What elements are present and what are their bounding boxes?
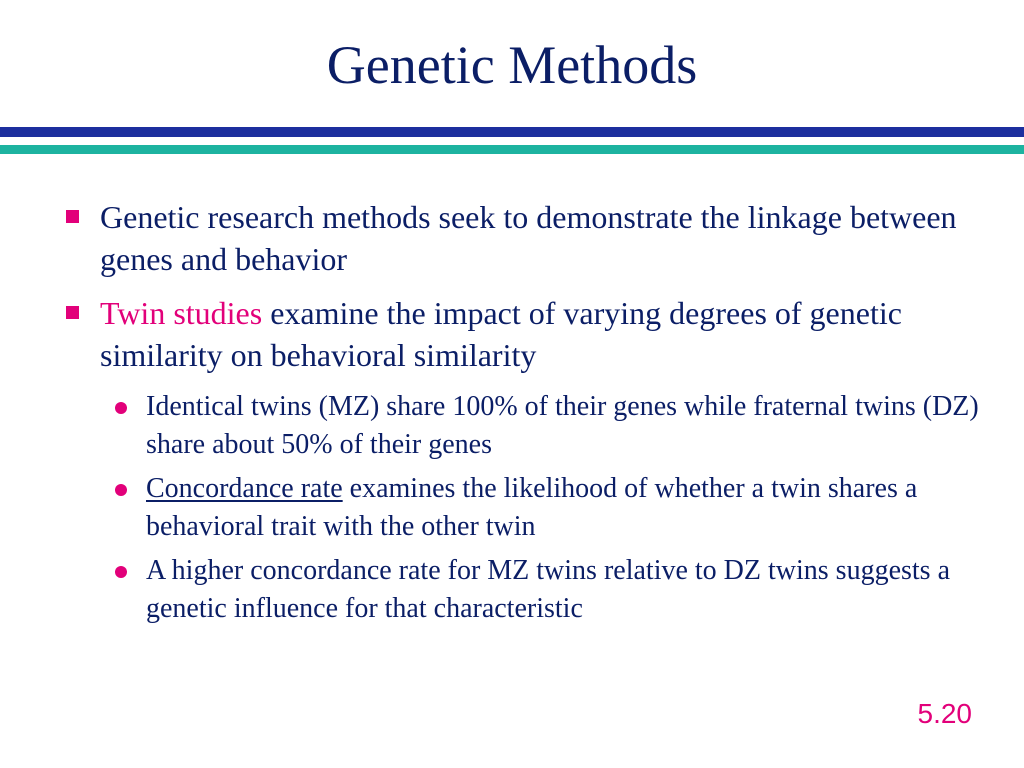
square-bullet-icon — [66, 306, 79, 319]
bullet-item — [62, 196, 1002, 280]
slide-body — [62, 196, 1002, 634]
subbullet-item — [62, 388, 1002, 464]
slide-title: Genetic Methods — [326, 35, 698, 95]
highlighted-term: Twin studies — [100, 295, 263, 331]
subbullet-item — [62, 470, 1002, 546]
round-bullet-icon — [115, 484, 127, 496]
bullet-text: examine the impact of varying degrees of genetic similarity on behavioral similarity — [100, 295, 902, 373]
round-bullet-icon — [115, 566, 127, 578]
title-divider-blue — [0, 127, 1024, 137]
square-bullet-icon — [66, 210, 79, 223]
page-number: 5.20 — [917, 698, 972, 729]
bullet-text: Genetic research methods seek to demonstrate the linkage between genes and behavior — [100, 199, 957, 277]
subbullet-item — [62, 552, 1002, 628]
round-bullet-icon — [115, 402, 127, 414]
subbullet-text: A higher concordance rate for MZ twins relative to DZ twins suggests a genetic influence for that characteristic — [146, 555, 951, 624]
bullet-item — [62, 292, 1002, 376]
title-divider-teal — [0, 145, 1024, 154]
underlined-term: Concordance rate — [146, 473, 343, 504]
subbullet-text: examines the likelihood of whether a twin shares a behavioral trait with the other twin — [146, 473, 918, 542]
subbullet-text: Identical twins (MZ) share 100% of their genes while fraternal twins (DZ) share about 50% of their genes — [146, 391, 979, 460]
